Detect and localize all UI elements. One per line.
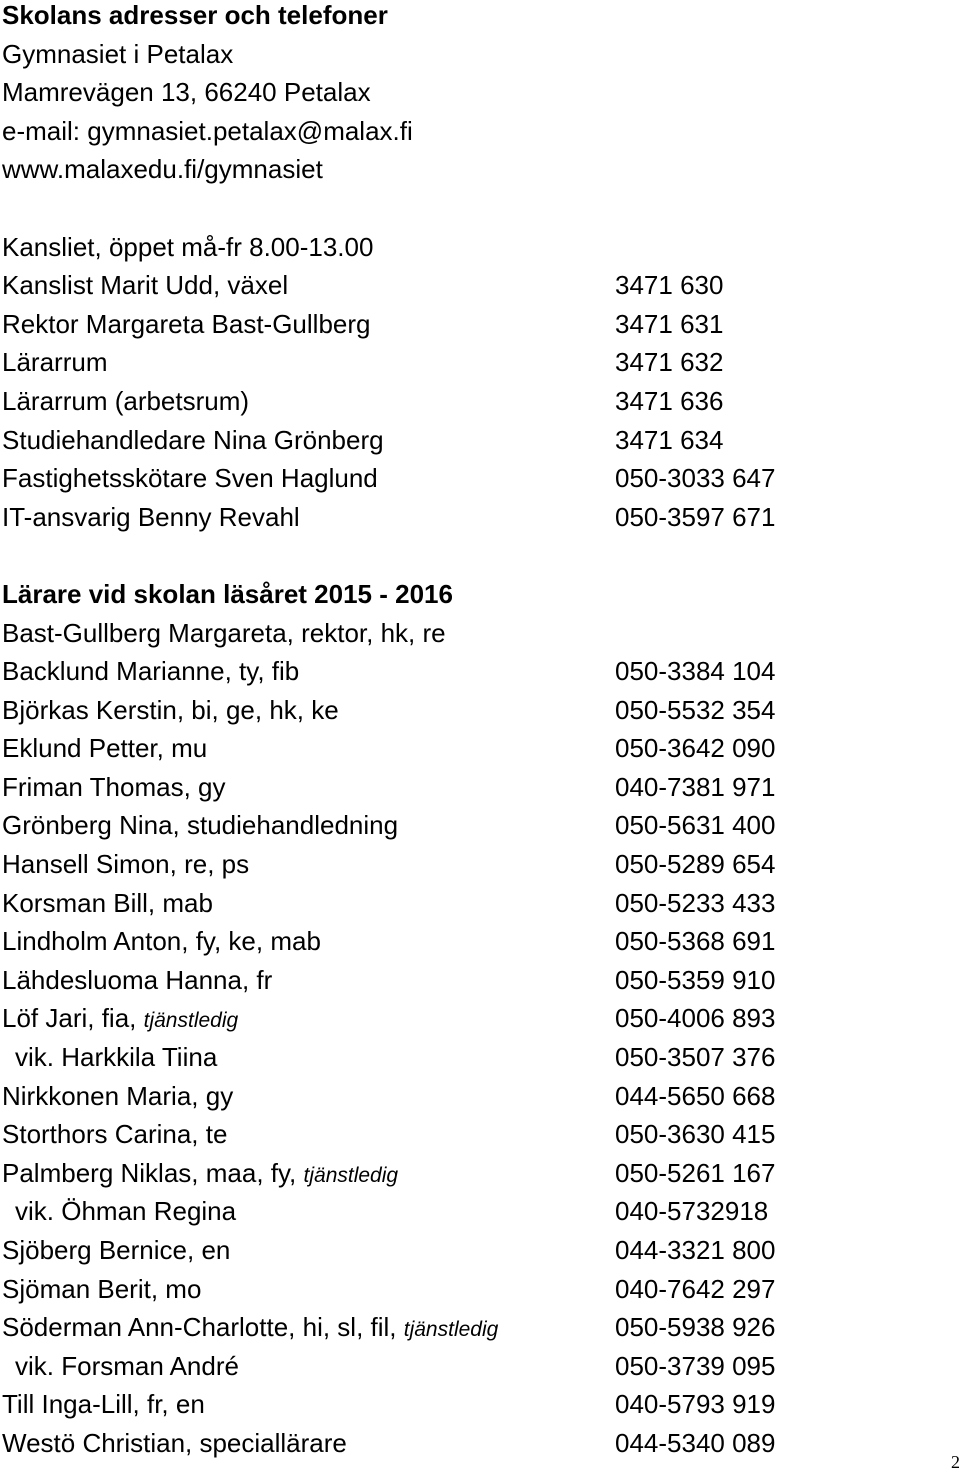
school-website: www.malaxedu.fi/gymnasiet	[2, 154, 323, 185]
teacher-row	[2, 1308, 952, 1347]
contact-name-text: Palmberg Niklas, maa, fy,	[2, 1157, 304, 1188]
teacher-row	[2, 1115, 952, 1154]
contact-phone: 050-3507 376	[615, 1042, 776, 1073]
teacher-row	[2, 999, 952, 1038]
contact-name	[2, 1077, 233, 1116]
school-email: e-mail: gymnasiet.petalax@malax.fi	[2, 115, 413, 146]
office-contact-row	[2, 421, 952, 460]
teachers-heading: Lärare vid skolan läsåret 2015 - 2016	[2, 578, 453, 609]
teacher-row	[2, 845, 952, 884]
contact-name-text: Sjöman Berit, mo	[2, 1273, 202, 1304]
leave-note: tjänstledig	[303, 1163, 399, 1187]
contact-phone: 050-5368 691	[615, 926, 776, 957]
contact-name	[2, 1385, 205, 1424]
contact-phone: 044-5340 089	[615, 1427, 776, 1458]
office-contact-row	[2, 382, 952, 421]
contact-name-text: vik. Harkkila Tiina	[15, 1042, 218, 1073]
contact-name-text: Korsman Bill, mab	[2, 887, 213, 918]
contact-phone: 050-3033 647	[615, 463, 776, 494]
spacer	[2, 536, 952, 575]
contact-phone: 050-5631 400	[615, 810, 776, 841]
contact-name-text: Lärarrum (arbetsrum)	[2, 385, 250, 416]
contact-name-text: Friman Thomas, gy	[2, 771, 226, 802]
contact-phone: 3471 632	[615, 347, 724, 378]
contact-name-text: Grönberg Nina, studiehandledning	[2, 810, 399, 841]
contact-name-text: Söderman Ann-Charlotte, hi, sl, fil,	[2, 1312, 404, 1343]
contact-name	[2, 614, 446, 653]
contact-name	[2, 806, 398, 845]
contact-phone: 040-5793 919	[615, 1389, 776, 1420]
contact-name-text: Hansell Simon, re, ps	[2, 849, 250, 880]
contact-phone: 040-5732918	[615, 1196, 769, 1227]
contact-name	[2, 382, 249, 421]
teacher-row	[2, 1424, 952, 1463]
teacher-row	[2, 1038, 952, 1077]
contact-phone: 050-5233 433	[615, 887, 776, 918]
contact-name-text: Björkas Kerstin, bi, ge, hk, ke	[2, 694, 339, 725]
teacher-row	[2, 922, 952, 961]
office-contact-row	[2, 343, 952, 382]
contact-name	[2, 691, 339, 730]
contact-name	[2, 922, 321, 961]
contact-phone: 050-5532 354	[615, 694, 776, 725]
teacher-row	[2, 1077, 952, 1116]
contact-phone: 040-7381 971	[615, 771, 776, 802]
contact-name	[2, 266, 288, 305]
contact-name-text: IT-ansvarig Benny Revahl	[2, 501, 300, 532]
contact-name	[2, 729, 207, 768]
teacher-row	[2, 961, 952, 1000]
contact-phone: 050-3597 671	[615, 501, 776, 532]
office-contact-list	[2, 266, 952, 536]
contact-name	[2, 1270, 201, 1309]
teacher-list	[2, 614, 952, 1463]
contact-name	[2, 498, 300, 537]
contact-name	[2, 768, 225, 807]
contact-name-text: Westö Christian, speciallärare	[2, 1427, 347, 1458]
contact-name-text: Lähdesluoma Hanna, fr	[2, 964, 273, 995]
contact-phone: 050-3739 095	[615, 1350, 776, 1381]
contact-phone: 050-3630 415	[615, 1119, 776, 1150]
teacher-row	[2, 652, 952, 691]
contact-name	[2, 1231, 230, 1270]
contact-name	[2, 884, 213, 923]
contact-phone: 040-7642 297	[615, 1273, 776, 1304]
school-name: Gymnasiet i Petalax	[2, 38, 234, 69]
contact-phone: 050-3384 104	[615, 656, 776, 687]
contact-name	[2, 961, 272, 1000]
office-hours: Kansliet, öppet må-fr 8.00-13.00	[2, 231, 374, 262]
contact-name-text: Bast-Gullberg Margareta, rektor, hk, re	[2, 617, 446, 648]
contact-name-text: Nirkkonen Maria, gy	[2, 1080, 234, 1111]
teacher-row	[2, 1270, 952, 1309]
page-title: Skolans adresser och telefoner	[2, 0, 388, 30]
contact-name	[2, 1308, 498, 1350]
contact-phone: 050-5289 654	[615, 849, 776, 880]
contact-name	[2, 1115, 227, 1154]
teacher-row	[2, 1347, 952, 1386]
contact-name	[2, 1424, 347, 1463]
contact-phone: 044-5650 668	[615, 1080, 776, 1111]
contact-name	[2, 1347, 239, 1386]
teacher-row	[2, 1385, 952, 1424]
contact-name-text: Storthors Carina, te	[2, 1119, 228, 1150]
contact-name-text: Backlund Marianne, ty, fib	[2, 656, 300, 687]
contact-name-text: Till Inga-Lill, fr, en	[2, 1389, 205, 1420]
contact-phone: 3471 630	[615, 270, 724, 301]
contact-phone: 050-5938 926	[615, 1312, 776, 1343]
contact-phone: 3471 634	[615, 424, 724, 455]
contact-name-text: vik. Forsman André	[15, 1350, 239, 1381]
spacer	[2, 189, 952, 228]
office-contact-row	[2, 459, 952, 498]
contact-name-text: Fastighetsskötare Sven Haglund	[2, 463, 378, 494]
contact-name	[2, 999, 238, 1041]
page-number: 2	[951, 1452, 960, 1472]
teacher-row	[2, 1192, 952, 1231]
contact-name	[2, 1038, 217, 1077]
contact-name-text: Rektor Margareta Bast-Gullberg	[2, 308, 371, 339]
contact-name	[2, 845, 249, 884]
teacher-row	[2, 806, 952, 845]
teacher-row	[2, 1154, 952, 1193]
contact-phone: 050-3642 090	[615, 733, 776, 764]
contact-name-text: Sjöberg Bernice, en	[2, 1235, 231, 1265]
contact-name	[2, 1154, 398, 1196]
contact-name-text: Lindholm Anton, fy, ke, mab	[2, 926, 321, 957]
contact-name-text: vik. Öhman Regina	[15, 1196, 237, 1227]
contact-name	[2, 343, 107, 382]
contact-name-text: Studiehandledare Nina Grönberg	[2, 424, 384, 455]
contact-phone: 050-5359 910	[615, 964, 776, 995]
document-page	[2, 0, 952, 1463]
teacher-row	[2, 884, 952, 923]
contact-name	[2, 652, 299, 691]
contact-phone: 3471 631	[615, 308, 724, 339]
contact-name-text: Eklund Petter, mu	[2, 733, 208, 764]
teacher-row	[2, 1231, 952, 1270]
contact-name	[2, 459, 378, 498]
contact-phone: 050-4006 893	[615, 1003, 776, 1034]
contact-phone: 050-5261 167	[615, 1157, 776, 1188]
contact-name-text: Kanslist Marit Udd, växel	[2, 270, 289, 301]
contact-name-text: Lärarrum	[2, 347, 108, 378]
office-contact-row	[2, 266, 952, 305]
contact-name-text: Löf Jari, fia,	[2, 1003, 144, 1034]
teacher-row	[2, 691, 952, 730]
contact-phone: 044-3321 800	[615, 1235, 776, 1265]
teacher-row	[2, 729, 952, 768]
school-address: Mamrevägen 13, 66240 Petalax	[2, 77, 371, 108]
contact-name	[2, 305, 370, 344]
office-contact-row	[2, 305, 952, 344]
contact-phone: 3471 636	[615, 385, 724, 416]
contact-name	[2, 421, 384, 460]
leave-note: tjänstledig	[143, 1009, 239, 1033]
office-contact-row	[2, 498, 952, 537]
contact-name	[2, 1192, 236, 1231]
teacher-row	[2, 768, 952, 807]
leave-note: tjänstledig	[403, 1318, 499, 1342]
teacher-row	[2, 614, 952, 653]
